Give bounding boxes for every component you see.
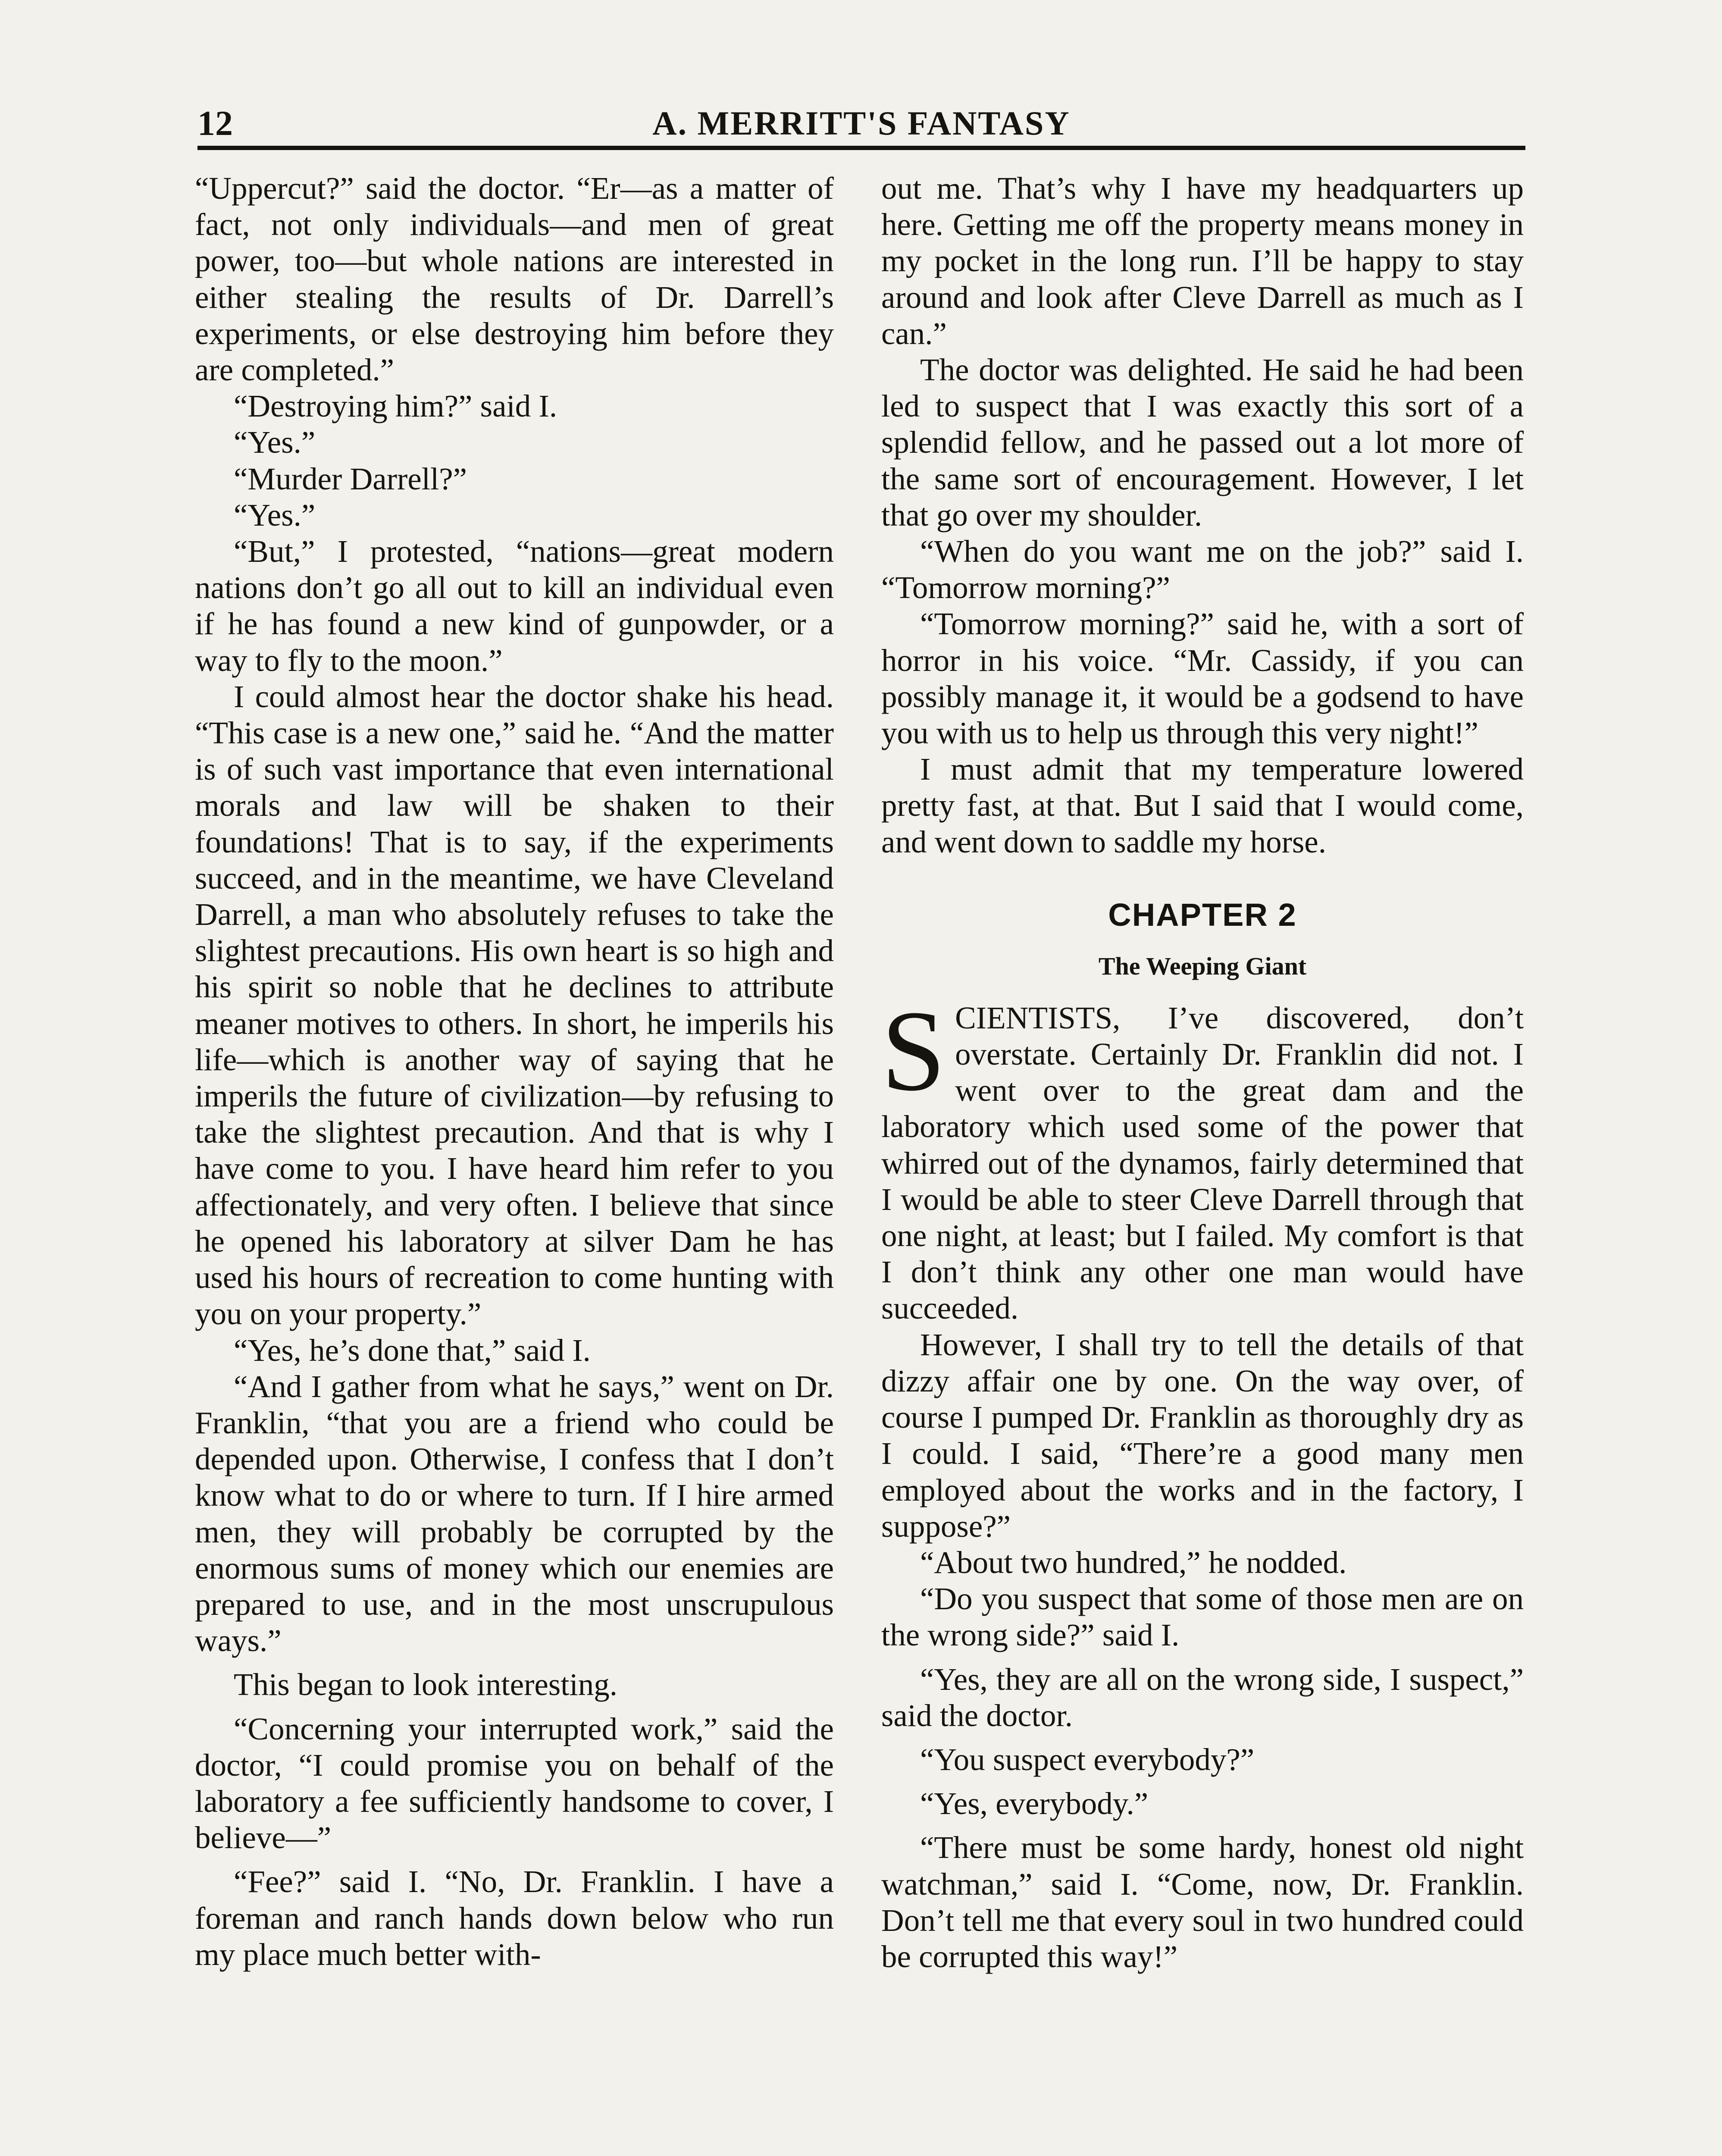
page-number: 12 <box>197 103 233 143</box>
paragraph: “Murder Darrell?” <box>234 461 467 496</box>
left-column <box>195 170 834 1973</box>
header-rule <box>197 146 1525 150</box>
running-title: A. MERRITT'S FANTASY <box>652 104 1071 142</box>
paragraph: I must admit that my temperature lowered pretty fast, at that. But I said that I would come, and went down to saddle my horse. <box>881 752 1524 859</box>
paragraph: This began to look interesting. <box>234 1667 618 1702</box>
chapter-opening-paragraph <box>881 986 1524 1327</box>
paragraph: “Yes, he’s done that,” said I. <box>234 1332 591 1368</box>
paragraph: However, I shall try to tell the details of that dizzy affair one by one. On the way over, of course I pumped Dr. Franklin as thoroughly dry as I could. I said, “There’re a good many men employed about the works and in the factory, I suppose?” <box>881 1327 1524 1544</box>
paragraph: “About two hundred,” he nodded. <box>920 1545 1347 1580</box>
paragraph: “Concerning your interrupted work,” said the doctor, “I could promise you on behalf of the laboratory a fee sufficiently handsome to cover, I believe—” <box>195 1711 834 1855</box>
paragraph: “Yes.” <box>234 497 316 533</box>
paragraph: “Yes, everybody.” <box>920 1786 1149 1821</box>
right-column <box>881 170 1524 1975</box>
paragraph: “Yes.” <box>234 425 316 460</box>
paragraph: “Fee?” said I. “No, Dr. Franklin. I have a foreman and ranch hands down below who run my place much better with- <box>195 1864 834 1972</box>
drop-cap: S <box>881 986 946 1115</box>
chapter-title: CHAPTER 2 <box>1108 896 1297 933</box>
paragraph: “There must be some hardy, honest old night watchman,” said I. “Come, now, Dr. Franklin. Don’t tell me that every soul in two hundred could be corrupted this way!” <box>881 1830 1524 1974</box>
paragraph: “Uppercut?” said the doctor. “Er—as a matter of fact, not only individuals—and men of great power, too—but whole nations are interested in either stealing the results of Dr. Darrell’s experiments, or else destroying him before they are completed.” <box>195 171 834 388</box>
paragraph: out me. That’s why I have my headquarters up here. Getting me off the property means money in my pocket in the long run. I’ll be happy to stay around and look after Cleve Darrell as much as I can.” <box>881 171 1524 351</box>
paragraph: I could almost hear the doctor shake his head. “This case is a new one,” said he. “And the matter is of such vast importance that even international morals and law will be shaken to their foundations! That is to say, if the experiments succeed, and in the meantime, we have Cleveland Darrell, a man who absolutely refuses to take the slightest precautions. His own heart is so high and his spirit so noble that he declines to attribute meaner motives to others. In short, he imperils his life—which is another way of saying that he imperils the future of civilization—by refusing to take the slightest precaution. And that is why I have come to you. I have heard him refer to you affectionately, and very often. I believe that since he opened his laboratory at silver Dam he has used his hours of recreation to come hunting with you on your property.” <box>195 679 834 1332</box>
chapter-opening-text: CIENTISTS, I’ve discovered, don’t overstate. Certainly Dr. Franklin did not. I went over to the great dam and the laboratory which used some of the power that whirred out of the dynamos, fairly determined that I would be able to steer Cleve Darrell through that one night, at least; but I failed. My comfort is that I don’t think any other one man would have succeeded. <box>881 1000 1524 1326</box>
paragraph: The doctor was delighted. He said he had been led to suspect that I was exactly this sort of a splendid fellow, and he passed out a lot more of the same sort of encouragement. However, I let that go over my shoulder. <box>881 352 1524 533</box>
chapter-subtitle: The Weeping Giant <box>1098 952 1307 980</box>
paragraph: “Tomorrow morning?” said he, with a sort of horror in his voice. “Mr. Cassidy, if you can possibly manage it, it would be a godsend to have you with us to help us through this very night!” <box>881 606 1524 751</box>
paragraph: “But,” I protested, “nations—great modern nations don’t go all out to kill an individual even if he has found a new kind of gunpowder, or a way to fly to the moon.” <box>195 534 834 678</box>
paragraph: “Do you suspect that some of those men are on the wrong side?” said I. <box>881 1581 1524 1653</box>
paragraph: “Destroying him?” said I. <box>234 389 557 424</box>
paragraph: “When do you want me on the job?” said I. “Tomorrow morning?” <box>881 534 1524 605</box>
paragraph: “And I gather from what he says,” went on Dr. Franklin, “that you are a friend who could be depended upon. Otherwise, I confess that I don’t know what to do or where to turn. If I hire armed men, they will probably be corrupted by the enormous sums of money which our enemies are prepared to use, and in the most unscrupulous ways.” <box>195 1369 834 1658</box>
paragraph: “You suspect everybody?” <box>920 1742 1255 1777</box>
running-header <box>197 97 1525 149</box>
paragraph: “Yes, they are all on the wrong side, I suspect,” said the doctor. <box>881 1661 1524 1733</box>
